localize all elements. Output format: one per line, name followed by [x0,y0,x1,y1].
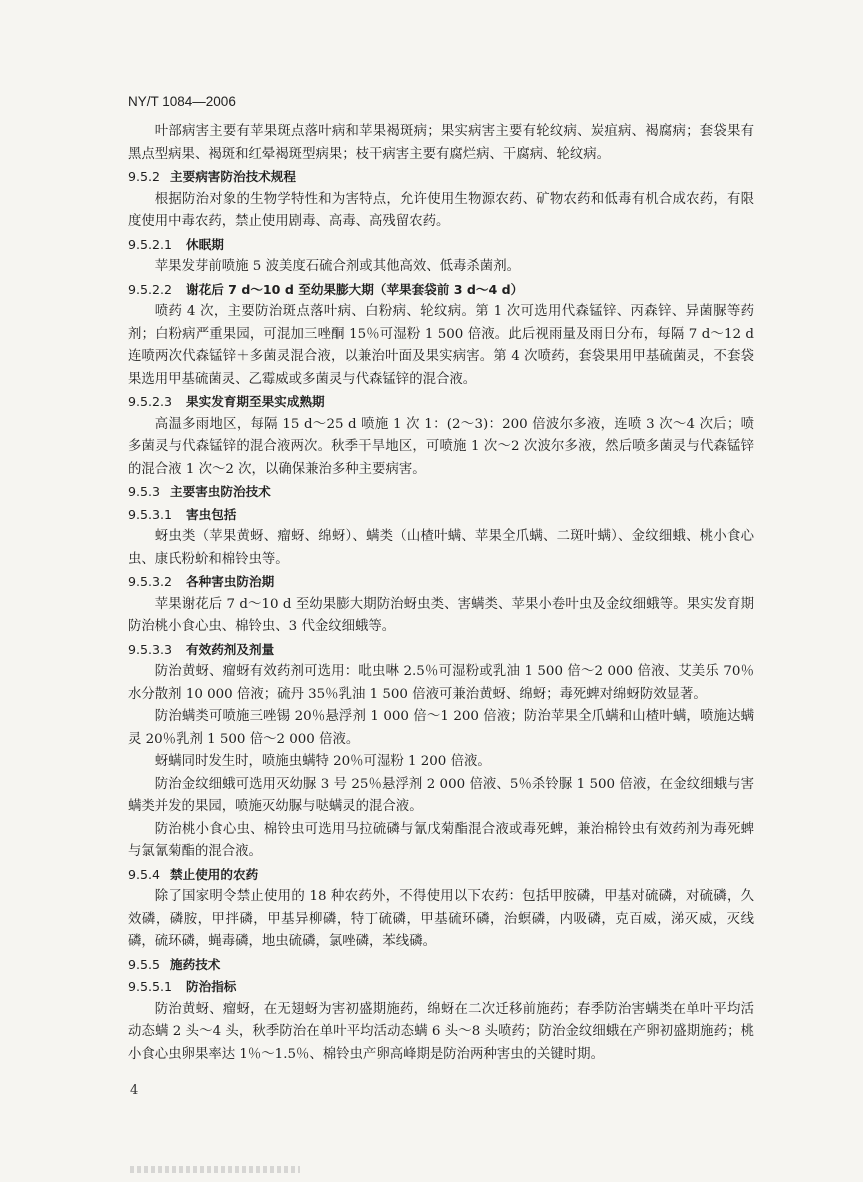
section-title: 施药技术 [170,956,221,972]
section-number: 9.5.2.3 [128,394,173,409]
section-title: 害虫包括 [186,506,237,522]
paragraph: 防治螨类可喷施三唑锡 20％悬浮剂 1 000 倍～1 200 倍液；防治苹果全爪螨和山楂叶螨，喷施达螨灵 20％乳剂 1 500 倍～2 000 倍液。 [128,709,754,747]
section-title: 防治指标 [186,979,237,994]
section-heading [128,954,754,977]
paragraph: 除了国家明令禁止使用的 18 种农药外，不得使用以下农药：包括甲胺磷，甲基对硫磷，对硫磷，久效磷，磷胺，甲拌磷，甲基异柳磷，特丁硫磷，甲基硫环磷，治螟磷，内吸磷，克百威，涕灭威，灭线磷，硫环磷，蝇毒磷，地虫硫磷，氯唑磷，苯线磷。 [128,889,754,949]
section-number: 9.5.3.2 [128,574,173,589]
section-heading [128,234,754,257]
section-title: 各种害虫防治期 [186,574,275,589]
paragraph: 喷药 4 次，主要防治斑点落叶病、白粉病、轮纹病。第 1 次可选用代森锰锌、丙森锌、异菌脲等药剂；白粉病严重果园，可混加三唑酮 15％可湿粉 1 500 倍液。此后视雨量及雨日分布，每隔 7 d～12 d 连喷两次代森锰锌＋多菌灵混合液，以兼治叶面及果实病害。第 4 次喷药，套袋果用甲基硫菌灵，不套袋果选用甲基硫菌灵、乙霉威或多菌灵与代森锰锌的混合液。 [128,304,754,387]
page-number: 4 [130,1083,139,1098]
section-number: 9.5.3.1 [128,506,173,522]
paragraph: 防治黄蚜、瘤蚜，在无翅蚜为害初盛期施药，绵蚜在二次迁移前施药；春季防治害螨类在单叶平均活动态螨 2 头～4 头，秋季防治在单叶平均活动态螨 6 头～8 头喷药；防治金纹细蛾在产卵初盛期施药；桃小食心虫卵果率达 1％～1.5％、棉铃虫产卵高峰期是防治两种害虫的关键时期。 [128,1001,754,1062]
paragraph: 叶部病害主要有苹果斑点落叶病和苹果褐斑病；果实病害主要有轮纹病、炭疽病、褐腐病；套袋果有黑点型病果、褐斑和红晕褐斑型病果；枝干病害主要有腐烂病、干腐病、轮纹病。 [128,124,754,162]
paragraph: 防治桃小食心虫、棉铃虫可选用马拉硫磷与氰戊菊酯混合液或毒死蜱，兼治棉铃虫有效药剂为毒死蜱与氯氰菊酯的混合液。 [128,821,754,859]
section-heading [128,639,754,662]
section-heading [128,864,754,887]
section-heading [128,976,754,999]
section-title: 谢花后 7 d～10 d 至幼果膨大期（苹果套袋前 3 d～4 d） [186,281,524,297]
standard-code: NY/T 1084—2006 [128,94,236,109]
section-heading [128,504,754,527]
section-number: 9.5.2.1 [128,236,173,252]
paragraph: 苹果发芽前喷施 5 波美度石硫合剂或其他高效、低毒杀菌剂。 [154,259,520,274]
paragraph: 蚜螨同时发生时，喷施虫螨特 20％可湿粉 1 200 倍液。 [154,754,491,769]
section-number: 9.5.2.2 [128,281,173,297]
section-heading [128,481,754,504]
paragraph: 蚜虫类（苹果黄蚜、瘤蚜、绵蚜）、螨类（山楂叶螨、苹果全爪螨、二斑叶螨）、金纹细蛾、桃小食心虫、康氏粉蚧和棉铃虫等。 [128,529,754,567]
section-heading [128,391,754,414]
section-heading [128,571,754,594]
paragraph: 根据防治对象的生物学特性和为害特点，允许使用生物源农药、矿物农药和低毒有机合成农药，有限度使用中毒农药，禁止使用剧毒、高毒、高残留农药。 [128,191,754,229]
document-body [128,121,754,1066]
section-title: 主要害虫防治技术 [170,484,271,499]
section-number: 9.5.3 [128,484,161,499]
section-title: 主要病害防治技术规程 [170,169,296,184]
section-number: 9.5.5 [128,956,161,972]
section-title: 休眠期 [186,236,224,252]
section-number: 9.5.4 [128,866,161,882]
section-heading [128,279,754,302]
paragraph: 高温多雨地区，每隔 15 d～25 d 喷施 1 次 1：(2～3)：200 倍波尔多液，连喷 3 次～4 次后；喷多菌灵与代森锰锌的混合液两次。秋季干旱地区，可喷施 1 次～2 次波尔多液，然后喷多菌灵与代森锰锌的混合液 1 次～2 次，以确保兼治多种主要病害。 [128,416,754,477]
scan-artifact-mark [130,1166,300,1173]
section-number: 9.5.3.3 [128,641,173,657]
section-title: 果实发育期至果实成熟期 [186,394,325,409]
section-number: 9.5.2 [128,169,161,184]
paragraph: 防治金纹细蛾可选用灭幼脲 3 号 25％悬浮剂 2 000 倍液、5％杀铃脲 1 500 倍液，在金纹细蛾与害螨类并发的果园，喷施灭幼脲与哒螨灵的混合液。 [128,776,754,814]
section-heading [128,166,754,189]
paragraph: 苹果谢花后 7 d～10 d 至幼果膨大期防治蚜虫类、害螨类、苹果小卷叶虫及金纹细蛾等。果实发育期防治桃小食心虫、棉铃虫、3 代金纹细蛾等。 [128,596,754,634]
section-title: 有效药剂及剂量 [186,641,275,657]
section-number: 9.5.5.1 [128,979,173,994]
paragraph: 防治黄蚜、瘤蚜有效药剂可选用：吡虫啉 2.5％可湿粉或乳油 1 500 倍～2 000 倍液、艾美乐 70％水分散剂 10 000 倍液；硫丹 35％乳油 1 500 倍液可兼治黄蚜、绵蚜；毒死蜱对绵蚜防效显著。 [128,664,754,702]
section-title: 禁止使用的农药 [170,866,259,882]
